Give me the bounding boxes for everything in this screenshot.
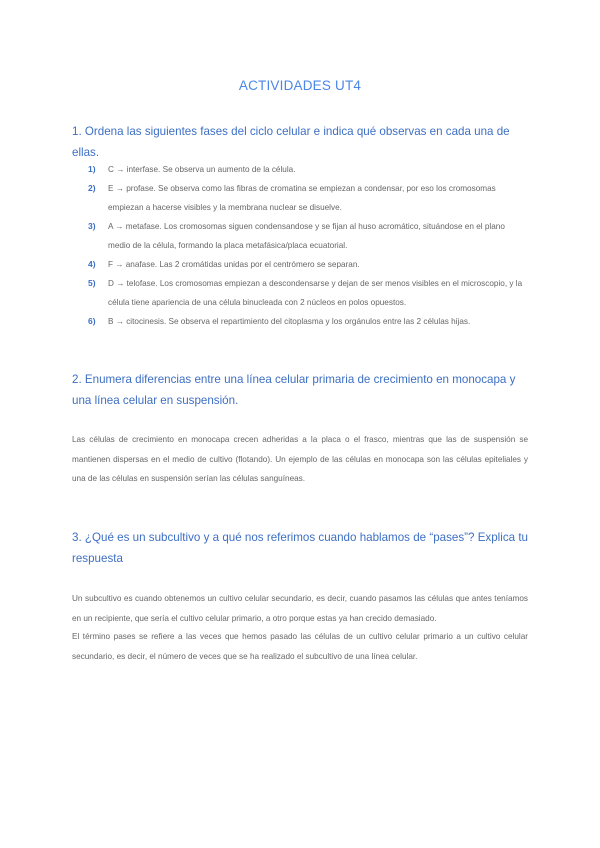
list-number: 5) bbox=[88, 278, 96, 288]
list-number: 3) bbox=[88, 221, 96, 231]
list-item bbox=[88, 179, 528, 217]
document-title: ACTIVIDADES UT4 bbox=[238, 78, 362, 93]
list-number: 2) bbox=[88, 183, 96, 193]
question-3-answer-paragraph-2: El término pases se refiere a las veces que hemos pasado las células de un cultivo celular primario a un cultivo celular secundario, es decir, el número de veces que se ha realizado el subcultivo de una línea celular. bbox=[72, 632, 528, 661]
question-3-heading: 3. ¿Qué es un subcultivo y a qué nos referimos cuando hablamos de “pases”? Explica tu respuesta bbox=[72, 531, 528, 565]
list-item bbox=[88, 274, 528, 312]
question-2-heading: 2. Enumera diferencias entre una línea celular primaria de crecimiento en monocapa y una línea celular en suspensión. bbox=[72, 373, 516, 407]
question-1-heading: 1. Ordena las siguientes fases del ciclo celular e indica qué observas en cada una de ellas. bbox=[72, 125, 510, 159]
list-number: 1) bbox=[88, 164, 96, 174]
list-item-text: E → profase. Se observa como las fibras de cromatina se empiezan a condensar, por eso los cromosomas empiezan a hacerse visibles y la membrana nuclear se disuelve. bbox=[108, 184, 496, 212]
list-number: 4) bbox=[88, 259, 96, 269]
list-item-text: B → citocinesis. Se observa el repartimiento del citoplasma y los orgánulos entre las 2 células hijas. bbox=[108, 317, 471, 326]
list-item bbox=[88, 255, 528, 274]
list-item-text: F → anafase. Las 2 cromátidas unidas por el centrómero se separan. bbox=[108, 260, 360, 269]
list-item bbox=[88, 160, 528, 179]
phases-list bbox=[88, 160, 528, 331]
list-item-text: A → metafase. Los cromosomas siguen condensandose y se fijan al huso acromático, situándose en el plano medio de la célula, formando la placa metafásica/placa ecuatorial. bbox=[108, 222, 505, 250]
list-number: 6) bbox=[88, 316, 96, 326]
list-item bbox=[88, 217, 528, 255]
list-item bbox=[88, 312, 528, 331]
list-item-text: D → telofase. Los cromosomas empiezan a descondensarse y dejan de ser menos visibles en el microscopio, y la célula tiene apariencia de una célula binucleada con 2 núcleos en polos opuestos. bbox=[108, 279, 523, 307]
question-3-answer-paragraph-1: Un subcultivo es cuando obtenemos un cultivo celular secundario, es decir, cuando pasamos las células que antes teníamos en un recipiente, que sería el cultivo celular primario, a otro porque estas ya han crecido demasiado. bbox=[72, 594, 528, 623]
question-2-answer: Las células de crecimiento en monocapa crecen adheridas a la placa o el frasco, mientras que las de suspensión se mantienen dispersas en el medio de cultivo (flotando). Un ejemplo de las células en monocapa son las células epiteliales y una de las células en suspensión serían las células sanguíneas. bbox=[72, 435, 528, 483]
list-item-text: C → interfase. Se observa un aumento de la célula. bbox=[108, 165, 296, 174]
